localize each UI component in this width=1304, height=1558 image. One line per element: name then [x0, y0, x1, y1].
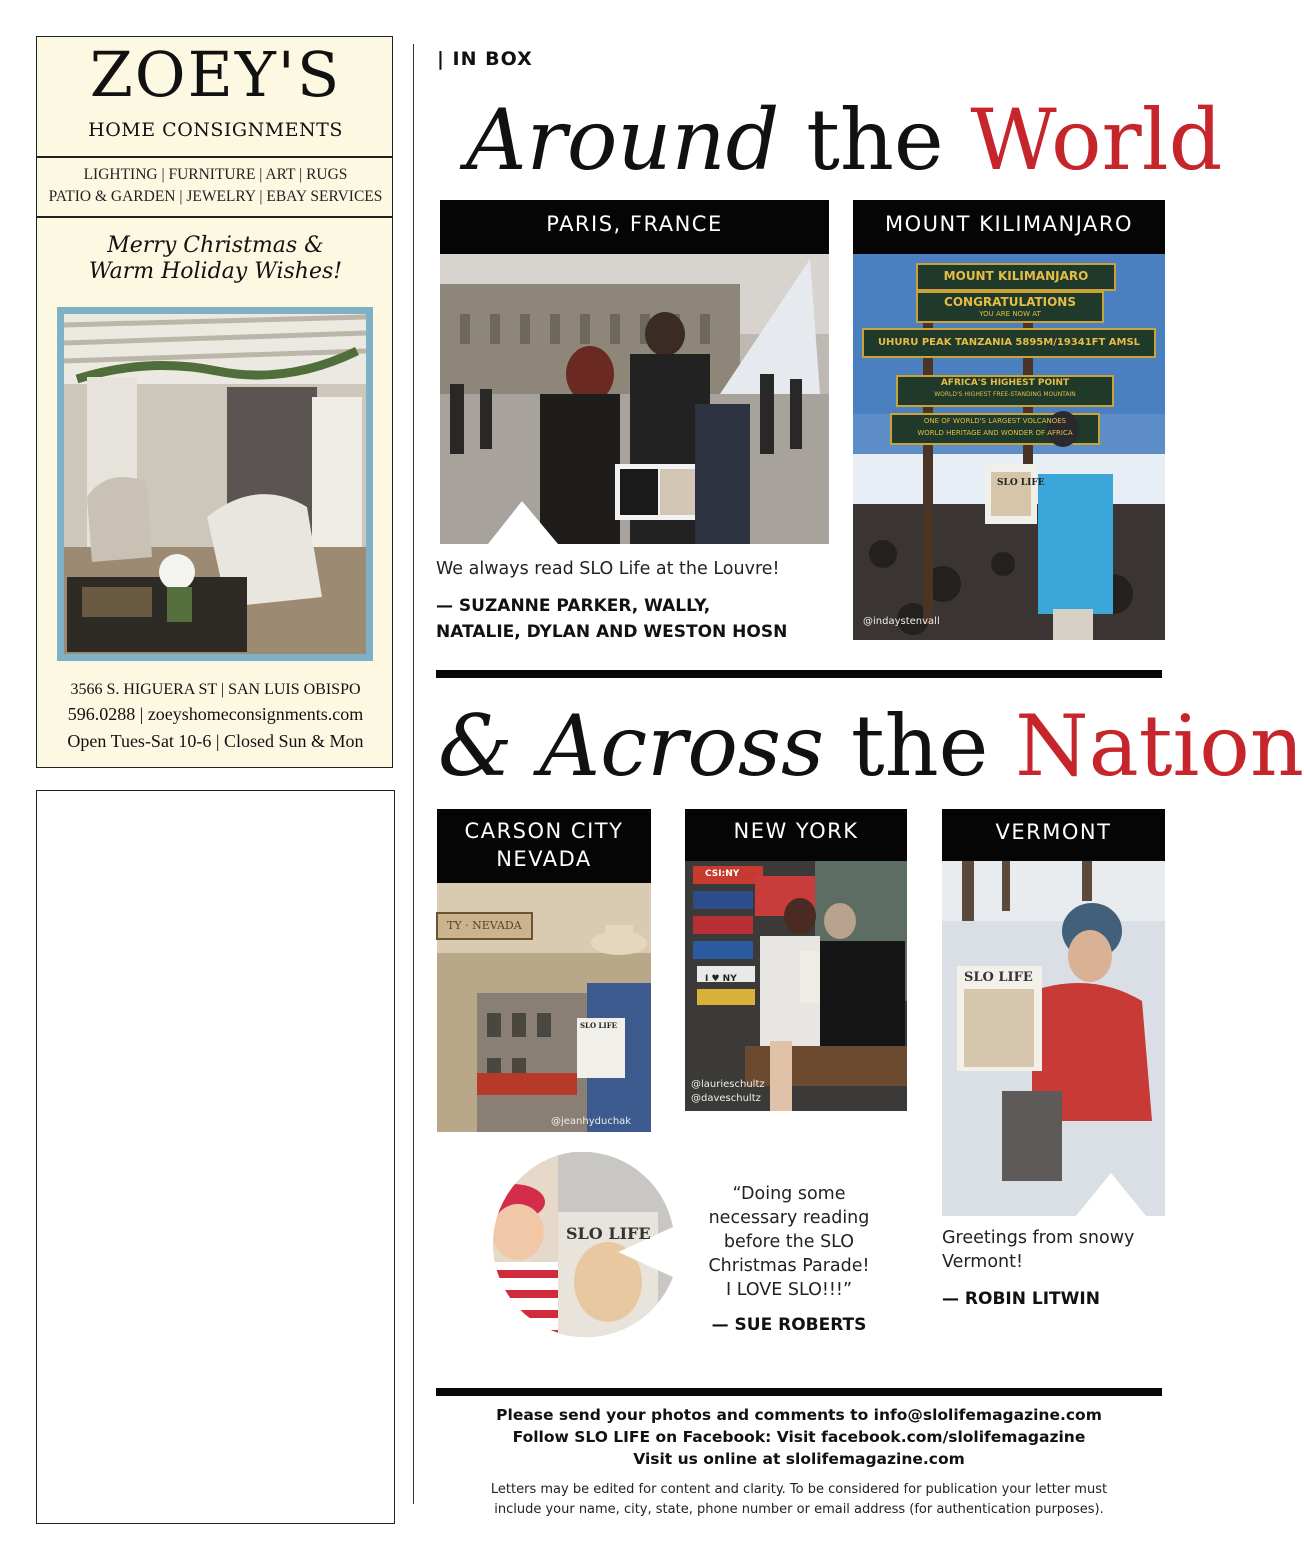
paris-caption: We always read SLO Life at the Louvre!	[436, 559, 780, 579]
ny-plate-1: CSI:NY	[705, 869, 740, 879]
footer-line1[interactable]: Please send your photos and comments to info@slolifemagazine.com	[496, 1406, 1102, 1424]
kili-sign-4b: WORLD'S HIGHEST FREE-STANDING MOUNTAIN	[934, 391, 1076, 398]
carson-photo	[437, 883, 651, 1132]
ad-brand-name: ZOEY'S	[89, 38, 342, 111]
carson-handle: @jeanhyduchak	[551, 1116, 632, 1127]
vermont-credit: — ROBIN LITWIN	[942, 1289, 1100, 1309]
newyork-photo	[685, 861, 907, 1111]
ad-greeting-line2: Warm Holiday Wishes!	[88, 259, 343, 284]
vermont-magazine-mark: SLO LIFE	[964, 970, 1033, 985]
ad-categories-line2: PATIO & GARDEN | JEWELRY | EBAY SERVICES	[48, 188, 383, 205]
kilimanjaro-label: MOUNT KILIMANJARO	[853, 200, 1165, 254]
nation-title-part3: Nation	[1015, 697, 1304, 795]
ny-plate-2: I ♥ NY	[705, 974, 737, 984]
vermont-caption-line2: Vermont!	[942, 1252, 1023, 1272]
carson-sign: TY · NEVADA	[447, 919, 522, 932]
carson-magazine-mark: SLO LIFE	[580, 1021, 618, 1030]
sue-quote-line3: before the SLO	[723, 1232, 855, 1252]
kili-sign-1: MOUNT KILIMANJARO	[943, 269, 1089, 283]
kilimanjaro-photo	[853, 254, 1165, 640]
kili-magazine-mark: SLO LIFE	[997, 478, 1045, 488]
sue-quote-line5: I LOVE SLO!!!”	[725, 1280, 853, 1300]
world-title	[466, 92, 1222, 188]
ad-phone-web[interactable]: 596.0288 | zoeyshomeconsignments.com	[67, 704, 364, 724]
kili-sign-4: AFRICA'S HIGHEST POINT	[940, 378, 1070, 388]
footer-note-line2: include your name, city, state, phone number or email address (for authentication purposes).	[494, 1502, 1104, 1517]
newyork-handle-1: @laurieschultz	[691, 1079, 765, 1090]
carson-label-line1: CARSON CITY	[464, 819, 624, 843]
kilimanjaro-handle: @indaystenvall	[863, 616, 940, 627]
paris-photo	[440, 254, 829, 544]
paris-label: PARIS, FRANCE	[440, 200, 829, 254]
section-label: | IN BOX	[437, 48, 533, 70]
kili-sign-2: CONGRATULATIONS	[944, 295, 1076, 309]
nation-title-part2: the	[850, 697, 989, 795]
empty-ad-space	[36, 790, 395, 1524]
kili-sign-5: ONE OF WORLD'S LARGEST VOLCANOES	[923, 417, 1067, 425]
vermont-photo	[942, 861, 1165, 1216]
kili-sign-3: UHURU PEAK TANZANIA 5895M/19341FT AMSL	[877, 337, 1141, 348]
newyork-handle-2: @daveschultz	[691, 1093, 761, 1104]
world-title-part2: the	[806, 91, 944, 189]
footer-note-line1: Letters may be edited for content and clarity. To be considered for publication your letter must	[490, 1482, 1108, 1497]
ad-greeting-line1: Merry Christmas &	[107, 233, 324, 258]
ad-subbrand: HOME CONSIGNMENTS	[88, 119, 343, 141]
newyork-label: NEW YORK	[685, 809, 907, 861]
ad-divider	[37, 216, 392, 218]
sue-quote-line2: necessary reading	[708, 1208, 870, 1228]
sue-magazine-mark: SLO LIFE	[566, 1224, 651, 1243]
sue-quote	[690, 1182, 888, 1302]
vermont-label: VERMONT	[942, 809, 1165, 861]
footer-rule	[436, 1388, 1162, 1396]
sue-credit: — SUE ROBERTS	[711, 1315, 867, 1335]
ad-hours: Open Tues-Sat 10-6 | Closed Sun & Mon	[67, 731, 364, 751]
column-divider	[413, 44, 414, 1504]
paris-credit-line2: NATALIE, DYLAN AND WESTON HOSN	[436, 622, 788, 642]
vermont-caption-line1: Greetings from snowy	[942, 1228, 1135, 1248]
nation-title	[438, 698, 1304, 794]
sue-quote-line4: Christmas Parade!	[708, 1256, 870, 1276]
ad-categories-line1: LIGHTING | FURNITURE | ART | RUGS	[83, 166, 348, 183]
carson-label	[437, 809, 651, 883]
world-title-part1: Around	[466, 91, 780, 189]
ad-divider	[37, 156, 392, 158]
ad-interior-photo	[57, 307, 373, 661]
ad-address: 3566 S. HIGUERA ST | SAN LUIS OBISPO	[70, 681, 361, 698]
paris-credit-line1: — SUZANNE PARKER, WALLY,	[436, 596, 711, 616]
carson-label-line2: NEVADA	[496, 847, 592, 871]
kili-sign-2b: YOU ARE NOW AT	[979, 310, 1041, 318]
section-rule	[436, 670, 1162, 678]
sue-quote-line1: “Doing some	[732, 1184, 846, 1204]
footer-line3[interactable]: Visit us online at slolifemagazine.com	[633, 1450, 965, 1468]
kili-sign-5b: WORLD HERITAGE AND WONDER OF AFRICA	[917, 429, 1073, 437]
footer-line2[interactable]: Follow SLO LIFE on Facebook: Visit facebook.com/slolifemagazine	[512, 1428, 1086, 1446]
sue-photo	[468, 1152, 678, 1338]
nation-title-part1: & Across	[438, 697, 825, 795]
zoeys-ad	[36, 36, 393, 768]
world-title-part3: World	[970, 91, 1223, 189]
